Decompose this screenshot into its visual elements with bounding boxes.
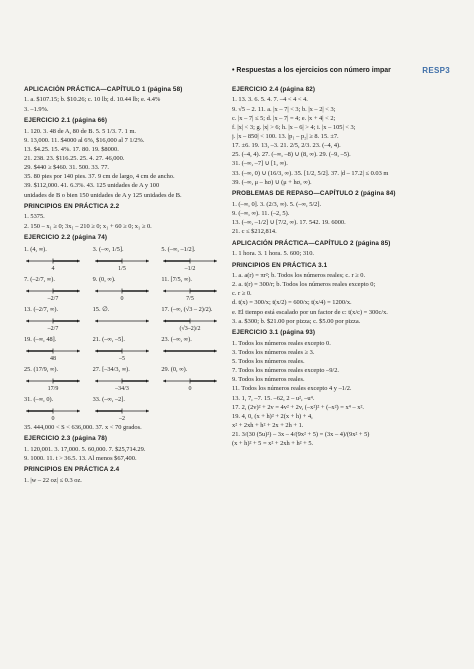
number-line-answer [93,245,156,272]
right-arrow-icon [77,349,80,352]
answer-line: 7. Todos los números reales excepto –9/2. [232,367,339,375]
answer-line: 9. Todos los números reales. [232,376,305,384]
running-header [232,66,450,75]
number-line-label: 29. (0, ∞). [161,366,188,374]
answer-line: d. t(x) = 300/x; t(x/2) = 600/x; t(x/4) = 1200/x. [232,299,352,307]
right-arrow-icon [77,409,80,412]
number-line-icon [93,346,151,362]
answer-line: 19. 4, 0, (x + h)² + 2(x + h) + 4, [232,412,313,420]
answer-line: 21. 238. 23. $116.25. 25. 4. 27. 46,000. [24,154,125,162]
answer-line: 9. 13,000. 11. $4000 al 6%, $16,000 al 7 1/2%. [24,136,145,144]
answer-line: 17. ±6. 19. 13, –3. 21. 2/5, 2/3. 23. (–4, 4). [232,142,341,150]
section-title: EJERCICIO 3.1 (página 93) [232,329,316,337]
right-arrow-icon [214,259,217,262]
number-line-answer [93,335,156,362]
answer-line: unidades de B o bien 150 unidades de A y 125 unidades de B. [24,191,182,199]
answer-line: 29. $440 ≥ $460. 31. 500. 33. 77. [24,164,109,172]
number-line-label: 23. (–∞, ∞). [161,336,192,344]
left-arrow-icon [26,259,29,262]
number-line-label: 9. (0, ∞). [92,276,116,284]
running-header-title: • Respuestas a los ejercicios con número impar [232,67,391,74]
endpoint-label: –5 [118,355,125,362]
answer-line: 3. a. $300; b. $21.00 por pizza; c. $5.00 por pizza. [232,317,361,325]
left-arrow-icon [95,319,98,322]
answer-line: j. |x – 850| < 100. 13. |p₁ – p₂| ≥ 8. 15. ±7. [232,132,339,140]
right-arrow-icon [146,319,149,322]
number-line-icon [161,316,219,332]
endpoint-label: 7/5 [186,295,195,302]
answer-line: 1. a. $107.15; b. $10.26; c. 10 lb; d. 10.44 lb; e. 4.4% [24,96,161,104]
number-line-answer [24,305,87,332]
number-line-answer [24,335,87,362]
answer-line: x² + 2xh + h² + 2x + 2h + 1. [232,421,304,429]
number-line-answer [93,275,156,302]
number-line-label: 25. (17/9, ∞). [24,366,59,374]
section-title: PRINCIPIOS EN PRÁCTICA 2.2 [24,203,120,211]
endpoint-label: 0 [51,415,55,422]
left-arrow-icon [95,289,98,292]
answer-line: 39. (–∞, μ – hσ) ∪ (μ + hσ, ∞). [232,178,312,186]
page-code: RESP3 [422,66,450,75]
endpoint-label: –2/7 [47,295,59,302]
answer-line: 1. 120,001. 3. 17,000. 5. 60,000. 7. $25,714.29. [24,445,146,453]
endpoint-label: –2 [118,415,125,422]
number-line-icon [93,256,151,272]
left-arrow-icon [163,289,166,292]
endpoint-label: –1/2 [184,265,196,272]
answer-line: c. r ≥ 0. [232,290,252,298]
number-line-answer [24,245,87,272]
number-line-icon [24,376,82,392]
answer-line: 13. $4.25. 15. 4%. 17. 80. 19. $8000. [24,145,119,153]
answer-line: 2. 150 – x₁ ≥ 0; 3x₁ – 210 ≥ 0; x₁ + 60 ≥ 0; x₁ ≥ 0. [24,222,152,230]
number-line-label: 3. (–∞, 1/5]. [92,246,124,254]
number-line-label: 13. (–2/7, ∞). [24,306,59,314]
number-line-icon [24,346,82,362]
number-line-label: 1. (4, ∞). [24,246,47,254]
left-column [24,82,224,486]
endpoint-label: 0 [120,295,124,302]
left-arrow-icon [26,289,29,292]
endpoint-label: 17/9 [47,385,59,392]
answer-line: 3. Todos los números reales ≥ 3. [232,348,315,356]
answer-line: 21. c ≤ $212,814. [232,228,277,236]
right-arrow-icon [146,409,149,412]
number-line-answer [24,365,87,392]
number-line-icon [93,406,151,422]
number-line-icon [24,256,82,272]
answer-line: 1. 120. 3. 48 de A, 80 de B. 5. 5 1/3. 7. 1 m. [24,127,137,135]
number-line-icon [24,286,82,302]
answer-line: 9. 1000. 11. t > 36.5. 13. Al menos $67,400. [24,454,137,462]
number-line-answer [24,275,87,302]
answer-line: 2. a. t(r) = 300/r; b. Todos los números reales excepto 0; [232,281,376,289]
section-title: APLICACIÓN PRÁCTICA—CAPÍTULO 1 (página 58) [24,86,183,93]
answer-line: 1. |w – 22 oz| ≤ 0.3 oz. [24,476,82,484]
endpoint-label: –2/7 [47,325,59,332]
left-arrow-icon [26,319,29,322]
answer-line: 39. $112,000. 41. 6.3%. 43. 125 unidades de A y 100 [24,182,160,190]
number-line-icon [24,406,82,422]
number-line-label: 31. (–∞, 0). [24,396,54,404]
answer-line: 13. (–∞, –1/2] ∪ [7/2, ∞). 17. 542. 19. 6000. [232,218,346,226]
section-title: EJERCICIO 2.3 (página 78) [24,435,108,443]
number-line-answer [161,365,224,392]
answer-line: 13. 1, 7, –7. 15. –62, 2 – u², –u⁴. [232,394,315,402]
number-line-grid [24,245,224,422]
answer-line: 1. (–∞, 0]. 3. (2/3, ∞). 5. (–∞, 5/2]. [232,200,322,208]
number-line-label: 19. (–∞, 48]. [24,336,57,344]
answer-line: 17. 2, (2v)² + 2v = 4v² + 2v, (–x²)² + (–x²) = x⁴ – x². [232,403,364,411]
answer-line: 1. a. a(r) = πr²; b. Todos los números reales; c. r ≥ 0. [232,272,366,280]
number-line-answer [161,335,224,362]
number-line-icon [161,376,219,392]
answer-line: 11. Todos los números reales excepto 4 y –1/2. [232,385,352,393]
answer-line: f. |x| < 3; g. |x| > 6; h. |x – 6| > 4; i. |x – 105| < 3; [232,123,356,131]
number-line-icon [24,316,82,332]
answer-line: e. El tiempo está escalado por un factor de c: t(x/c) = 300c/x. [232,308,388,316]
number-line-answer [93,395,156,422]
number-line-label: 5. (–∞, –1/2]. [161,246,196,254]
section-title: EJERCICIO 2.2 (página 74) [24,234,108,242]
answer-line: 31. (–∞, –7] ∪ [1, ∞). [232,160,288,168]
answer-line: 1. 5375. [24,213,45,221]
number-line-icon [161,346,219,362]
number-line-answer [161,275,224,302]
answer-line: 5. Todos los números reales. [232,357,305,365]
number-line-label: 27. [–34/3, ∞). [92,366,130,374]
right-arrow-icon [214,319,217,322]
section-title: EJERCICIO 2.4 (página 82) [232,86,316,93]
right-arrow-icon [146,259,149,262]
number-line-label: 11. [7/5, ∞). [161,276,192,284]
answer-line: 33. (–∞, 0) ∪ (16/3, ∞). 35. [1/2, 5/2]. 37. |d – 17.2| ≤ 0.03 m [232,169,389,177]
number-line-label: 21. (–∞, –5]. [92,336,125,344]
answer-line: (x + h)² + 5 = x² + 2xh + h² + 5. [232,440,314,448]
number-line-answer [161,245,224,272]
number-line-answer [24,395,87,422]
answer-line: 3. –1.9%. [24,105,49,113]
right-column [232,82,452,449]
answer-line: 1. Todos los números reales excepto 0. [232,339,331,347]
number-line-label: 17. (–∞, (√3 – 2)/2). [161,306,213,314]
number-line-answer [161,305,224,332]
number-line-icon [93,286,151,302]
answer-line: 1. 1 hora. 3. 1 hora. 5. 600; 310. [232,250,315,258]
number-line-icon [161,256,219,272]
answer-line: 9. √5 – 2. 11. a. |x – 7| < 3; b. |x – 2| < 3; [232,105,336,113]
number-line-icon [93,376,151,392]
endpoint-label: 1/5 [117,265,126,272]
number-line-answer [93,305,156,332]
left-arrow-icon [26,379,29,382]
number-line-icon [161,286,219,302]
endpoint-label: 0 [188,385,192,392]
number-line-label: 33. (–∞, –2]. [92,396,125,404]
answer-line: 25. (–4, 4). 27. (–∞, –8) ∪ (8, ∞). 29. (–9, –5). [232,151,351,159]
endpoint-label: (√3–2)/2 [179,325,201,332]
endpoint-label: 4 [51,265,55,272]
left-arrow-icon [95,379,98,382]
section-title: PRINCIPIOS EN PRÁCTICA 3.1 [232,261,328,269]
section-title: PRINCIPIOS EN PRÁCTICA 2.4 [24,466,120,474]
number-line-label: 7. (–2/7, ∞). [24,276,55,284]
answer-line: 9. (–∞, ∞). 11. (–2, 5). [232,209,290,217]
answer-line: 35. 444,000 < S < 636,000. 37. x < 70 grados. [24,423,142,431]
number-line-answer [93,365,156,392]
number-line-label: 15. ∅. [92,306,110,314]
left-arrow-icon [163,379,166,382]
number-line-icon [93,316,151,332]
section-title: PROBLEMAS DE REPASO—CAPÍTULO 2 (página 84) [232,190,396,198]
answer-line: c. |x – 7| ≤ 5; d. |x – 7| = 4; e. |x + 4| < 2; [232,114,336,122]
endpoint-label: 48 [50,355,56,362]
section-title: APLICACIÓN PRÁCTICA—CAPÍTULO 2 (página 85) [232,239,391,247]
answer-line: 21. 3/(30 (5u)²) – 3x – 4/(9x² + 5) = (3x – 4)/(9x² + 5) [232,431,370,439]
answer-line: 1. 13. 3. 6. 5. 4. 7. –4 < 4 < 4. [232,96,308,104]
section-title: EJERCICIO 2.1 (página 66) [24,117,108,125]
right-arrow-icon [146,349,149,352]
endpoint-label: –34/3 [114,385,129,392]
answer-line: 35. 80 pies por 140 pies. 37. 9 cm de largo, 4 cm de ancho. [24,173,175,181]
